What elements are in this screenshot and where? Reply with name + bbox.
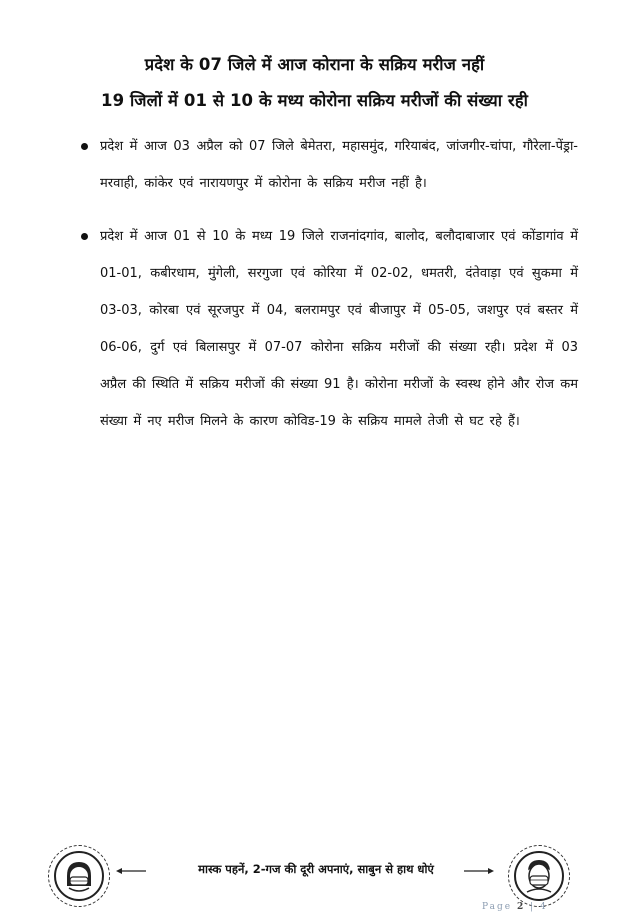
bullet-item [78, 128, 578, 202]
page-total: 4 [540, 902, 548, 912]
headline-primary: प्रदेश के 07 जिले में आज कोराना के सक्रिय मरीज नहीं [144, 55, 485, 74]
page-label: Page [482, 902, 513, 912]
footer-slogan: मास्क पहनें, 2-गज की दूरी अपनाएं, साबुन से हाथ धोएं [198, 862, 434, 876]
masked-man-icon [508, 845, 570, 907]
bullet-text: प्रदेश में आज 03 अप्रैल को 07 जिले बेमेतरा, महासमुंद, गरियाबंद, जांजगीर-चांपा, गौरेला-पेंड्रा-मरवाही, कांकेर एवं नारायणपुर में कोरोना के सक्रिय मरीज नहीं है। [100, 139, 578, 191]
page-current: 2 [516, 902, 526, 912]
bullet-item [78, 218, 578, 440]
headline-secondary: 19 जिलों में 01 से 10 के मध्य कोरोना सक्रिय मरीजों की संख्या रही [101, 91, 528, 110]
arrow-right-icon [464, 868, 494, 874]
page-number [482, 902, 548, 912]
masked-woman-icon [48, 845, 110, 907]
bullet-dot-icon [81, 143, 88, 150]
arrow-left-icon [116, 868, 146, 874]
bullet-dot-icon [81, 233, 88, 240]
bullet-list [78, 128, 578, 456]
page-separator: | [530, 902, 536, 912]
bullet-text: प्रदेश में आज 01 से 10 के मध्य 19 जिले राजनांदगांव, बालोद, बलौदाबाजार एवं कोंडागांव में 01-01, कबीरधाम, मुंगेली, सरगुजा एवं कोरिया में 02-02, धमतरी, दंतेवाड़ा एवं सुकमा में 03-03, कोरबा एवं सूरजपुर में 04, बलरामपुर एवं बीजापुर में 05-05, जशपुर एवं बस्तर में 06-06, दुर्ग एवं बिलासपुर में 07-07 कोरोना सक्रिय मरीजों की संख्या रही। प्रदेश में 03 अप्रैल की स्थिति में सक्रिय मरीजों की संख्या 91 है। कोरोना मरीजों के स्वस्थ होने और रोज कम संख्या में नए मरीज मिलने के कारण कोविड-19 के सक्रिय मामले तेजी से घट रहे हैं। [100, 229, 578, 429]
